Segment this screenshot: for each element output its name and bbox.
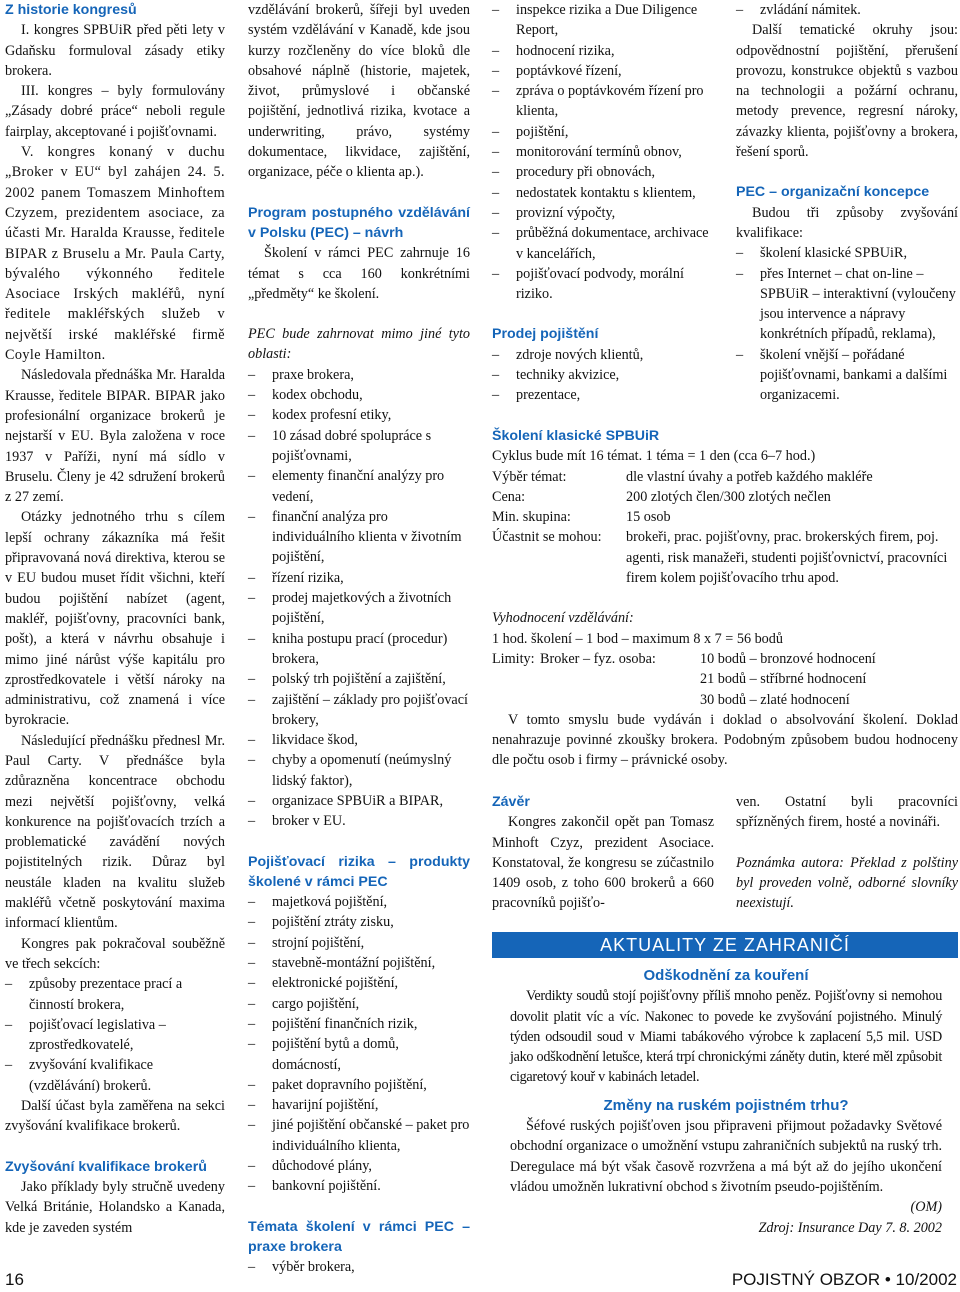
news-heading: Odškodnění za kouření [643, 967, 809, 984]
limit-value: 30 bodů – zlaté hodnocení [700, 691, 850, 708]
section-heading: Pojišťovací rizika – produkty školené v rámci PEC [248, 853, 470, 890]
limit-value: 10 bodů – bronzové hodnocení [700, 650, 876, 667]
section-heading: Program postupného vzdělávání v Polsku (PEC) – návrh [248, 204, 470, 241]
list-item: – elementy finanční analýzy pro vedení, [248, 466, 470, 507]
author-note: Poznámka autora: Překlad z polštiny byl proveden volně, odborné slovníky neexistují. [736, 854, 958, 912]
section-heading: PEC – organizační koncepce [736, 184, 930, 201]
table-label: Výběr témat: [492, 468, 567, 485]
paragraph: PEC bude zahrnovat mimo jiné tyto oblasti: [248, 326, 470, 363]
list-item: – kodex profesní etiky, [248, 405, 470, 425]
list-item: – pojišťovací podvody, morální riziko. [492, 264, 714, 305]
paragraph: V tomto smyslu bude vydáván i doklad o absolvování školení. Doklad nenahrazuje povinné zkoušky brokera. Podobným způsobem budou hodnoceny dle počtu osob i firmy – právnické osoby. [492, 711, 958, 769]
list-item: – způsoby prezentace prací a činností brokera, [5, 974, 225, 1015]
list-item: – likvidace škod, [248, 730, 470, 750]
list-item: – broker v EU. [248, 811, 470, 831]
table-value: 15 osob [626, 509, 671, 526]
list-item: – prezentace, [492, 385, 714, 405]
list-item: – polský trh pojištění a zajištění, [248, 669, 470, 689]
paragraph: I. kongres SPBUiR před pěti lety v Gdaňsku formuloval zásady etiky brokera. [5, 22, 225, 79]
list-item: – chyby a opomenutí (neúmyslný lidský faktor), [248, 750, 470, 791]
paragraph: Kongres zakončil opět pan Tomasz Minhoft Czyz, prezident Asociace. Konstatoval, že kongresu se zúčastnilo 1409 osob, z toho 600 brokerů a 660 pracovníků pojišťo- [492, 814, 714, 912]
list-item: – techniky akvizice, [492, 365, 714, 385]
paragraph: Následující přednášku přednesl Mr. Paul Carty. V přednášce byla zdůrazněna koncentrace obchodu mezi největší pojišťovny, velká konkurence na pojišťovacích trzích a problematické zavádění nových pojistitelných rizik. Důraz byl neustále kladen na kvalitu služeb makléřů včetně poskytování maxima informací klientům. [5, 732, 225, 932]
list-item: – stavebně-montážní pojištění, [248, 953, 470, 973]
list-item: – zvyšování kvalifikace (vzdělávání) brokerů. [5, 1055, 225, 1096]
list-item: – důchodové plány, [248, 1156, 470, 1176]
list-item: – pojištění bytů a domů, domácností, [248, 1034, 470, 1075]
list-item: – zpráva o poptávkovém řízení pro klienta, [492, 81, 714, 122]
list-item: – organizace SPBUiR a BIPAR, [248, 791, 470, 811]
list-item: – pojišťovací legislativa – zprostředkovatelé, [5, 1015, 225, 1056]
source: Zdroj: Insurance Day 7. 8. 2002 [758, 1219, 942, 1236]
column-1 [5, 0, 225, 1238]
list-item: – jiné pojištění občanské – paket pro individuálního klienta, [248, 1115, 470, 1156]
table-value: 200 zlotých člen/300 zlotých nečlen [626, 488, 831, 505]
list-item: – elektronické pojištění, [248, 973, 470, 993]
list-item: – nedostatek kontaktu s klientem, [492, 183, 714, 203]
paragraph: Verdikty soudů stojí pojišťovny příliš mnoho peněz. Pojišťovny si nemohou dovolit platit víc a víc. Nakonec to povede ke zvyšování pojistného. Minulý týden odsoudil soud v Miami tabákového výrobce k zaplacení 5,5 mil. USD jako odškodnění letušce, která trpí chronickými záněty dutin, které měl způsobit cigaretový kouř v kabinách letadel. [510, 988, 942, 1086]
paragraph: Následovala přednáška Mr. Haralda Krausse, ředitele BIPAR. BIPAR jako profesionální organizace brokerů je nejstarší v EU. Byla založena v roce 1937 v Paříži, nyní má sídlo v Bruselu. Členy je 42 sdružení brokerů z 27 zemí. [5, 367, 225, 506]
paragraph: Další účast byla zaměřena na sekci zvyšování kvalifikace brokerů. [5, 1098, 225, 1135]
section-heading: Závěr [492, 794, 530, 810]
column-4 [736, 0, 958, 406]
list-item: – procedury při obnovách, [492, 162, 714, 182]
list-item: – pojištění ztráty zisku, [248, 912, 470, 932]
paragraph: Školení v rámci PEC zahrnuje 16 témat s cca 160 konkrétními „předměty“ ke školení. [248, 245, 470, 302]
list-item: – výběr brokera, [248, 1257, 470, 1277]
list-item: – monitorování termínů obnov, [492, 142, 714, 162]
table-value: dle vlastní úvahy a potřeb každého makléře [626, 468, 873, 485]
paragraph: vzdělávání brokerů, šířeji byl uveden systém vzdělávání v Kanadě, kde jsou kurzy rozčleněny do více bloků dle obsahové náplně (historie, majetek, život, průmyslové i občanské pojištění, jednotlivá rizika, kvotace a underwriting, právo, systémy dokumentace, likvidace, zajištění, organizace, péče o klienta ap.). [248, 2, 470, 181]
list-item: – kodex obchodu, [248, 385, 470, 405]
list-item: – praxe brokera, [248, 365, 470, 385]
paragraph: 1 hod. školení – 1 bod – maximum 8 x 7 = 56 bodů [492, 630, 783, 647]
list-item: – poptávkové řízení, [492, 61, 714, 81]
table-value: brokeři, prac. pojišťovny, prac. brokerských firem, poj. agenti, risk manažeři, studenti pojišťovnictví, pracovníci firem kolem pojišťovacího trhu apod. [626, 529, 948, 587]
table-row [492, 487, 958, 507]
conclusion-right [736, 792, 958, 913]
table-row [492, 507, 958, 527]
training-table [492, 467, 958, 589]
signature: (OM) [910, 1199, 942, 1216]
list-item: – zdroje nových klientů, [492, 345, 714, 365]
list-item: – pojištění, [492, 122, 714, 142]
list-item: – paket dopravního pojištění, [248, 1075, 470, 1095]
list-item: – prodej majetkových a životních pojištění, [248, 588, 470, 629]
paragraph: Jako příklady byly stručně uvedeny Velká Británie, Holandsko a Kanada, kde je zaveden systém [5, 1178, 225, 1236]
limits-label: Limity: [492, 650, 535, 667]
list-item: – školení klasické SPBUiR, [736, 243, 958, 263]
table-row [492, 527, 958, 588]
column-2 [248, 0, 470, 1278]
limits-sub: Broker – fyz. osoba: [540, 650, 656, 667]
paragraph: Další tematické okruhy jsou: odpovědnostní pojištění, přerušení provozu, konstrukce objektů s vazbou na technologii a požární ochranu, metody prevence, regresní nároky, závazky klienta, pojišťovny a brokera, řešení sporů. [736, 22, 958, 161]
paragraph: Cyklus bude mít 16 témat. 1 téma = 1 den (cca 6–7 hod.) [492, 448, 816, 465]
paragraph: Šéfové ruských pojišťoven jsou připraveni přijmout požadavky Světové obchodní organizace o umožnění vstupu zahraničních subjektů na ruský trh. Deregulace má být však časově rozvržena a má být až do jejího ukončení vládou umožněn lukrativní obchod s životním pseudo-pojištěním. [510, 1118, 942, 1195]
paragraph: Budou tři způsoby zvyšování kvalifikace: [736, 204, 958, 241]
list-item: – bankovní pojištění. [248, 1176, 470, 1196]
list-item: – hodnocení rizika, [492, 41, 714, 61]
paragraph: Vyhodnocení vzdělávání: [492, 610, 634, 627]
journal-name: POJISTNÝ OBZOR • 10/2002 [731, 1270, 957, 1289]
list-item: – inspekce rizika a Due Diligence Report, [492, 0, 714, 41]
list-item: – majetková pojištění, [248, 892, 470, 912]
list-item: – provizní výpočty, [492, 203, 714, 223]
limit-value: 21 bodů – stříbrné hodnocení [700, 671, 867, 688]
paragraph: III. kongres – byly formulovány „Zásady dobré práce“ neboli regule fairplay, akceptované i pojišťovnami. [5, 83, 225, 140]
news-heading: Změny na ruském pojistném trhu? [603, 1096, 849, 1114]
table-row [492, 467, 958, 487]
list-item: – havarijní pojištění, [248, 1095, 470, 1115]
list-item: – 10 zásad dobré spolupráce s pojišťovnami, [248, 426, 470, 467]
training-section [492, 426, 958, 771]
list-item: – zajištění – základy pro pojišťovací brokery, [248, 690, 470, 731]
paragraph: V. kongres konaný v duchu „Broker v EU“ byl zahájen 24. 5. 2002 panem Tomaszem Minhoftem Czyzem, prezidentem asociace, za účasti Mr. Haralda Krausse, ředitele BIPAR z Bruselu a Mr. Paula Carty, bývalého výkonného ředitele Asociace Irských makléřů, nyní ředitele makléřských služeb v největší irské makléřské firmě Coyle Hamilton. [5, 144, 225, 364]
list-item: – průběžná dokumentace, archivace v kancelářích, [492, 223, 714, 264]
list-item: – kniha postupu prací (procedur) brokera, [248, 629, 470, 670]
table-label: Min. skupina: [492, 509, 571, 526]
limits-table [492, 649, 876, 710]
news-banner: AKTUALITY ZE ZAHRANIČÍ [492, 932, 958, 958]
list-item: – cargo pojištění, [248, 994, 470, 1014]
list-item: – pojištění finančních rizik, [248, 1014, 470, 1034]
paragraph: Kongres pak pokračoval souběžně ve třech sekcích: [5, 935, 225, 972]
section-heading: Zvyšování kvalifikace brokerů [5, 1158, 207, 1175]
section-heading: Z historie kongresů [5, 2, 137, 18]
column-3 [492, 0, 714, 406]
conclusion-left [492, 792, 714, 914]
news-section [510, 966, 942, 1238]
list-item: – finanční analýza pro individuálního klienta v životním pojištění, [248, 507, 470, 568]
table-label: Cena: [492, 488, 526, 505]
page-number: 16 [5, 1270, 24, 1289]
section-heading: Prodej pojištění [492, 326, 599, 343]
table-label: Účastnit se mohou: [492, 529, 602, 546]
list-item: – školení vnější – pořádané pojišťovnami, bankami a dalšími organizacemi. [736, 345, 958, 406]
section-heading: Témata školení v rámci PEC – praxe brokera [248, 1218, 470, 1255]
section-heading: Školení klasické SPBUiR [492, 428, 660, 444]
list-item: – řízení rizika, [248, 568, 470, 588]
list-item: – strojní pojištění, [248, 933, 470, 953]
list-item: – zvládání námitek. [736, 0, 958, 20]
list-item: – přes Internet – chat on-line – SPBUiR – interaktivní (vyloučeny jsou intervence a nápravy konkrétních případů, reklama), [736, 264, 958, 345]
paragraph: Otázky jednotného trhu s cílem lepší ochrany zákazníka má řešit připravovaná nová direktiva, kterou se v EU budou muset řídit všichni, kteří budou pojištění nabízet (agent, makléř, pojišťovny, pracovníci bank, pošt), a která v návrhu obsahuje i mimo jiné nárůst výše kapitálu pro zprostředkovatele i větší nároky na administrativu, což znamená i více byrokracie. [5, 509, 225, 729]
paragraph: ven. Ostatní byli pracovníci spřízněných firem, hosté a novináři. [736, 794, 958, 831]
